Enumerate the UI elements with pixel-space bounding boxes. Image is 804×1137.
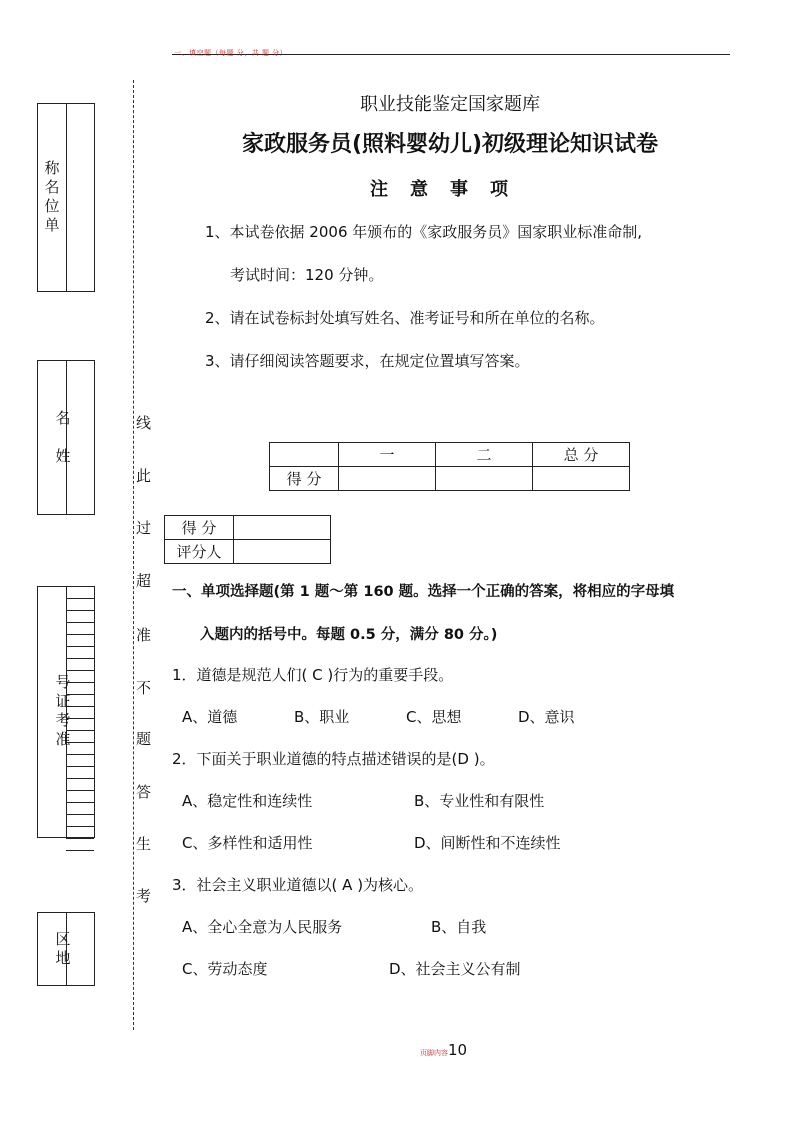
score-table: [269, 442, 630, 491]
score-cell-total[interactable]: [533, 467, 630, 491]
header-note: 一、填空题（每题 分，共 题 分）: [174, 49, 288, 57]
score-header-part2: 二: [436, 443, 533, 467]
region-label: 区 地: [55, 930, 71, 967]
seal-char: 题: [136, 730, 152, 748]
seal-char: 考: [136, 887, 152, 905]
question-3-stem: 3．社会主义职业道德以( A )为核心。: [172, 876, 424, 894]
seal-char: 生: [136, 835, 152, 853]
section-heading-cont: 入题内的括号中。每题 0.5 分，满分 80 分。): [200, 627, 498, 643]
doc-bank-title: 职业技能鉴定国家题库: [360, 94, 540, 115]
q1-option-b: B、职业: [294, 708, 350, 726]
doc-exam-title: 家政服务员(照料婴幼儿)初级理论知识试卷: [241, 132, 659, 157]
footer-label: 页脚内容: [420, 1049, 448, 1057]
score-cell-part2[interactable]: [436, 467, 533, 491]
score-row-label: 得 分: [270, 467, 339, 491]
grader-name-label: 评分人: [165, 540, 234, 564]
page-number: 10: [448, 1041, 468, 1059]
grader-score-cell[interactable]: [234, 516, 331, 540]
name-box: [37, 360, 95, 515]
exam-id-label: 号 证 考 准: [55, 673, 71, 748]
score-header-part1: 一: [339, 443, 436, 467]
q2-option-c: C、多样性和适用性: [182, 834, 313, 852]
seal-char: 线: [136, 414, 152, 432]
question-1-stem: 1．道德是规范人们( C )行为的重要手段。: [172, 666, 454, 684]
name-label: 名 姓: [55, 409, 71, 465]
q2-option-b: B、专业性和有限性: [414, 792, 545, 810]
seal-char: 答: [136, 783, 152, 801]
q1-option-d: D、意识: [518, 708, 575, 726]
exam-id-box: [37, 586, 95, 838]
seal-char: 超: [136, 572, 152, 590]
note-2: 2、请在试卷标封处填写姓名、准考证号和所在单位的名称。: [205, 309, 605, 327]
score-cell-part1[interactable]: [339, 467, 436, 491]
notice-title: 注意事项: [370, 179, 530, 200]
q1-option-a: A、道德: [182, 708, 238, 726]
note-1: 1、本试卷依据 2006 年颁布的《家政服务员》国家职业标准命制,: [205, 223, 643, 241]
q3-option-c: C、劳动态度: [182, 960, 268, 978]
q1-option-c: C、思想: [406, 708, 462, 726]
question-2-stem: 2．下面关于职业道德的特点描述错误的是(D )。: [172, 750, 495, 768]
q2-option-a: A、稳定性和连续性: [182, 792, 313, 810]
region-box: [37, 912, 95, 986]
seal-char: 此: [136, 467, 152, 485]
score-header-total: 总 分: [533, 443, 630, 467]
grader-name-cell[interactable]: [234, 540, 331, 564]
score-header-blank: [270, 443, 339, 467]
note-3: 3、请仔细阅读答题要求，在规定位置填写答案。: [205, 352, 530, 370]
seal-char: 不: [136, 679, 152, 697]
grader-score-label: 得 分: [165, 516, 234, 540]
q3-option-d: D、社会主义公有制: [389, 960, 521, 978]
q2-option-d: D、间断性和不连续性: [414, 834, 561, 852]
page-footer: [420, 1040, 467, 1059]
seal-char: 准: [136, 626, 152, 644]
seal-dashed-line: [133, 80, 134, 1030]
q3-option-a: A、全心全意为人民服务: [182, 918, 343, 936]
section-heading: 一、单项选择题(第 1 题～第 160 题。选择一个正确的答案，将相应的字母填: [172, 584, 675, 600]
note-1-time: 考试时间：120 分钟。: [230, 266, 384, 284]
grader-table: [164, 515, 331, 564]
q3-option-b: B、自我: [431, 918, 487, 936]
seal-char: 过: [136, 519, 152, 537]
unit-label: 称 名 位 单: [44, 159, 60, 234]
